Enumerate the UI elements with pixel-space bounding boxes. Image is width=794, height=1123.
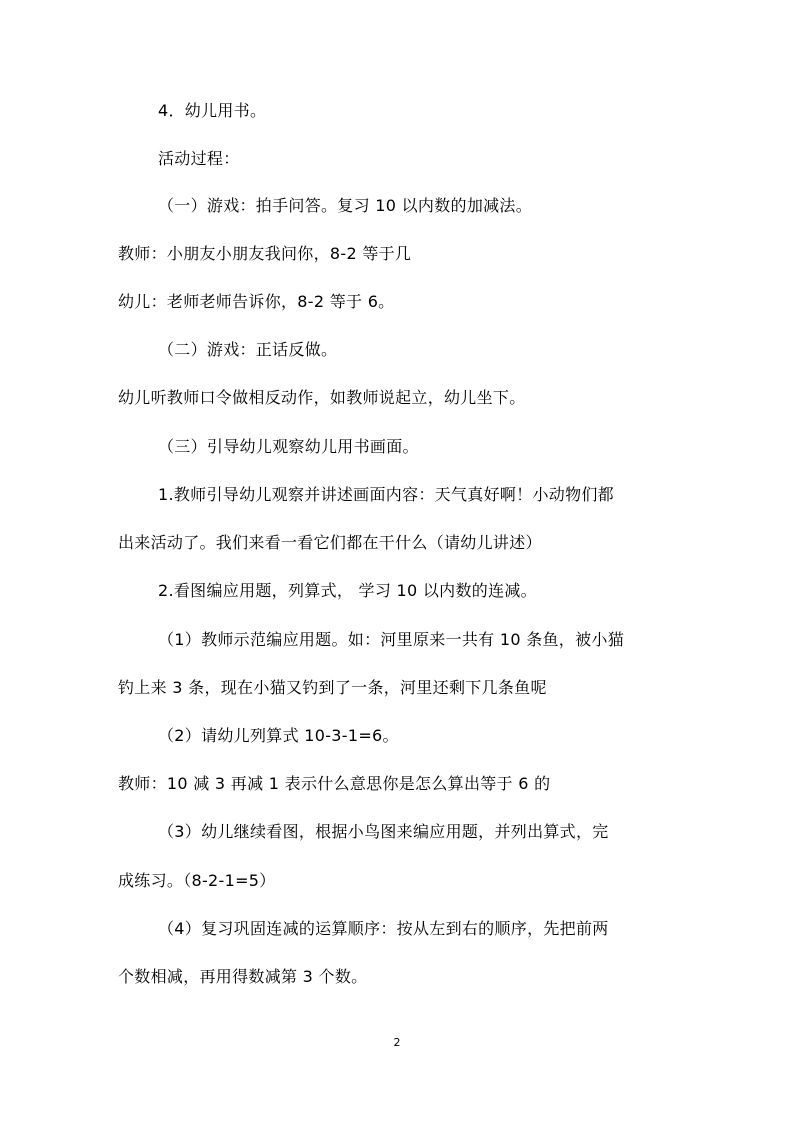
text-line: 幼儿听教师口令做相反动作，如教师说起立，幼儿坐下。 bbox=[118, 388, 526, 407]
text-line: 成练习。（8-2-1=5） bbox=[118, 871, 276, 890]
text-line: 教师：10 减 3 再减 1 表示什么意思你是怎么算出等于 6 的 bbox=[118, 774, 551, 793]
text-line: （3）幼儿继续看图，根据小鸟图来编应用题，并列出算式，完 bbox=[158, 822, 609, 841]
text-line: 2.看图编应用题，列算式， 学习 10 以内数的连减。 bbox=[158, 581, 537, 600]
text-line: 活动过程： bbox=[158, 149, 240, 168]
page-number: 2 bbox=[393, 1036, 401, 1049]
text-line: 4．幼儿用书。 bbox=[158, 101, 267, 120]
text-line: （三）引导幼儿观察幼儿用书画面。 bbox=[158, 437, 419, 456]
text-line: （二）游戏：正话反做。 bbox=[158, 340, 338, 359]
text-line: 1.教师引导幼儿观察并讲述画面内容：天气真好啊！小动物们都 bbox=[158, 485, 614, 504]
text-line: （1）教师示范编应用题。如：河里原来一共有 10 条鱼，被小猫 bbox=[158, 630, 625, 649]
text-line: （2）请幼儿列算式 10-3-1=6。 bbox=[158, 726, 399, 745]
text-line: 出来活动了。我们来看一看它们都在干什么（请幼儿讲述） bbox=[118, 533, 542, 552]
text-line: 钓上来 3 条，现在小猫又钓到了一条，河里还剩下几条鱼呢 bbox=[118, 678, 547, 697]
text-line: 个数相减，再用得数减第 3 个数。 bbox=[118, 967, 368, 986]
text-line: （一）游戏：拍手问答。复习 10 以内数的加减法。 bbox=[158, 196, 533, 215]
text-line: 幼儿：老师老师告诉你，8-2 等于 6。 bbox=[118, 292, 395, 311]
text-line: 教师：小朋友小朋友我问你，8-2 等于几 bbox=[118, 244, 412, 263]
text-line: （4）复习巩固连减的运算顺序：按从左到右的顺序，先把前两 bbox=[158, 919, 609, 938]
